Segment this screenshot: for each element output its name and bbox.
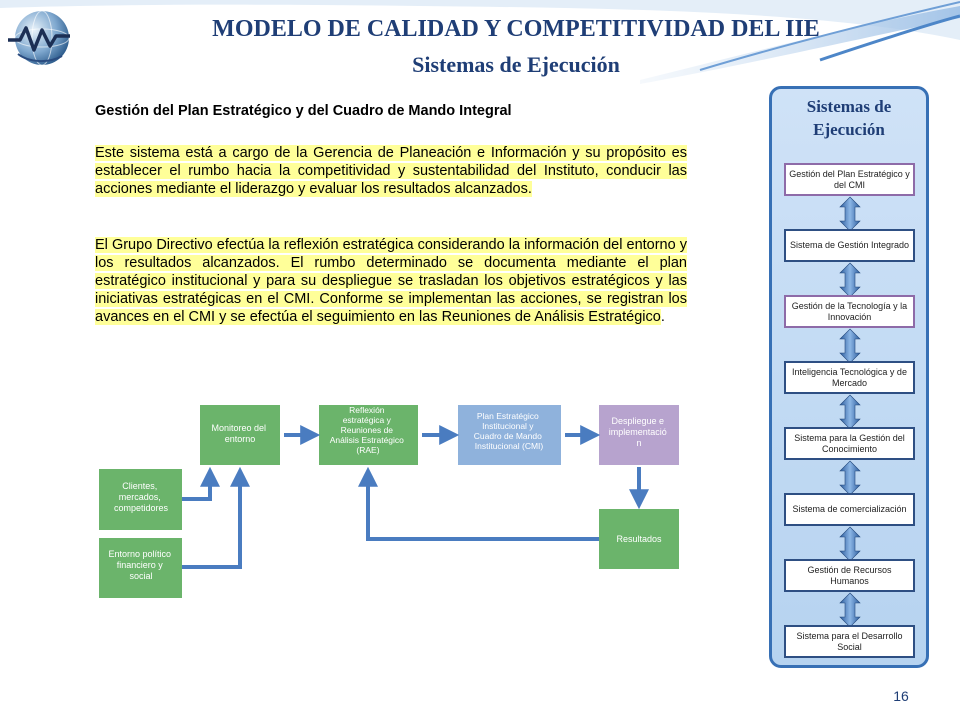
node-clientes-label: Clientes, mercados, competidores [113,481,169,513]
sidebar-item-gestion-integrado[interactable] [784,229,915,262]
sidebar-item-label: Sistema de Gestión Integrado [789,240,910,250]
node-plan-label: Plan Estratégico Institucional y Cuadro de Mando Institucional (CMI) [473,411,544,451]
sidebar-item-label: Gestión del Plan Estratégico y del CMI [789,168,910,190]
node-reflexion-label: Reflexión estratégica y Reuniones de Análisis Estratégico (RAE) [329,405,404,455]
arrow-resultados-to-reflexion [368,478,599,539]
sidebar-double-arrow-icon [840,593,860,627]
sidebar-item-comercializacion[interactable] [784,493,915,526]
sidebar-item-inteligencia-tecnologica[interactable] [784,361,915,394]
process-diagram [90,395,700,605]
sidebar-item-gestion-conocimiento[interactable] [784,427,915,460]
slide-subtitle: Sistemas de Ejecución [412,52,620,77]
node-monitoreo-label: Monitoreo del entorno [211,423,267,444]
sidebar-item-gestion-plan[interactable] [784,163,915,196]
sidebar-title-line1: Sistemas de [806,97,892,116]
sidebar-title-line2: Ejecución [813,120,885,139]
sidebar-item-tecnologia-innovacion[interactable] [784,295,915,328]
sidebar-item-desarrollo-social[interactable] [784,625,915,658]
section-heading: Gestión del Plan Estratégico y del Cuadro de Mando Integral [95,103,512,119]
sidebar-sistemas-ejecucion [769,86,929,668]
iie-globe-logo [4,6,74,70]
paragraph-purpose-text: Este sistema está a cargo de la Gerencia de Planeación e Información y su propósito es establecer el rumbo hacia la competitividad y sustentabilidad del Instituto, conducir las acciones mediante el liderazgo y evaluar los resultados alcanzados. [95,145,687,197]
node-despliegue-label: Despliegue e implementació n [608,416,667,448]
sidebar-double-arrow-icon [840,527,860,561]
sidebar-double-arrow-icon [840,197,860,231]
arrow-clientes-to-monitoreo [182,478,210,499]
sidebar-item-recursos-humanos[interactable] [784,559,915,592]
sidebar-item-label: Gestión de Recursos Humanos [807,564,892,586]
paragraph-process-text: El Grupo Directivo efectúa la reflexión estratégica considerando la información del entorno y los resultados alcanzados. El rumbo determinado se documenta mediante el plan estratégico institucional y para su despliegue se trasladan los objetivos estratégicos y las iniciativas estratégicas en el CMI. Conforme se implementan las acciones, se registran los avances en el CMI y se efectúa el seguimiento en las Reuniones de Análisis Estratégico [95,237,687,325]
sidebar-item-label: Sistema para la Gestión del Conocimiento [794,432,905,454]
sidebar-double-arrow-icon [840,329,860,363]
sidebar-double-arrow-icon [840,461,860,495]
sidebar-item-label: Sistema para el Desarrollo Social [796,630,903,652]
node-entorno-label: Entorno político financiero y social [108,549,172,581]
sidebar-double-arrow-icon [840,263,860,297]
page-number: 16 [893,688,909,704]
sidebar-double-arrow-icon [840,395,860,429]
sidebar-item-label: Inteligencia Tecnológica y de Mercado [792,366,907,388]
paragraph-process [95,236,687,326]
sidebar-item-label: Sistema de comercialización [792,504,907,514]
paragraph-process-end: . [660,309,665,325]
sidebar-item-label: Gestión de la Tecnología y la Innovación [791,300,908,322]
paragraph-purpose [95,144,687,198]
node-resultados-label: Resultados [616,534,662,544]
slide-title: MODELO DE CALIDAD Y COMPETITIVIDAD DEL IIE [212,16,820,42]
